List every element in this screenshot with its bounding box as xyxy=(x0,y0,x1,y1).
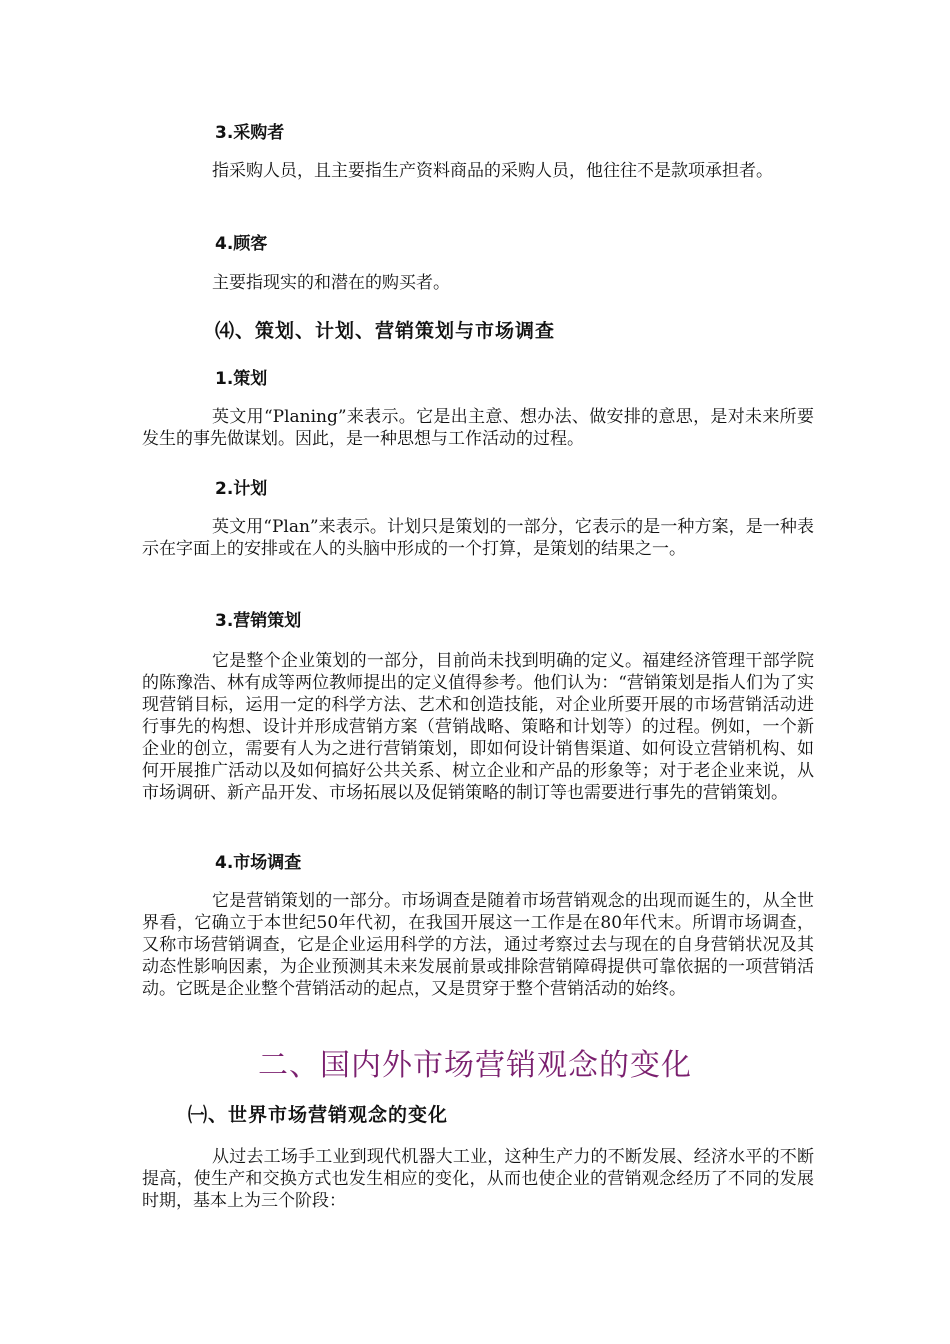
heading-customer: 4.顾客 xyxy=(215,234,268,254)
paragraph-yingxiao-cehua: 它是整个企业策划的一部分，目前尚未找到明确的定义。福建经济管理干部学院的陈豫浩、林有成等两位教师提出的定义值得参考。他们认为：“营销策划是指人们为了实现营销目标，运用一定的科学方法、艺术和创造技能，对企业所要开展的市场营销活动进行事先的构想、设计并形成营销方案（营销战略、策略和计划等）的过程。例如，一个新企业的创立，需要有人为之进行营销策划，即如何设计销售渠道、如何设立营销机构、如何开展推广活动以及如何搞好公共关系、树立企业和产品的形象等；对于老企业来说，从市场调研、新产品开发、市场拓展以及促销策略的制订等也需要进行事先的营销策划。 xyxy=(142,651,814,803)
heading-yingxiao-cehua: 3.营销策划 xyxy=(215,611,302,631)
paragraph-purchaser: 指采购人员，且主要指生产资料商品的采购人员，他往往不是款项承担者。 xyxy=(212,161,773,181)
heading-purchaser: 3.采购者 xyxy=(215,123,285,143)
heading-cehua: 1.策划 xyxy=(215,369,268,389)
heading-shichang-diaocha: 4.市场调查 xyxy=(215,853,302,873)
paragraph-jihua: 英文用“Plan”来表示。计划只是策划的一部分，它表示的是一种方案，是一种表示在字面上的安排或在人的头脑中形成的一个打算，是策划的结果之一。 xyxy=(142,517,814,559)
paragraph-customer: 主要指现实的和潜在的购买者。 xyxy=(212,273,450,293)
chapter-heading: 二、国内外市场营销观念的变化 xyxy=(258,1048,692,1083)
heading-jihua: 2.计划 xyxy=(215,479,268,499)
heading-world-marketing: ㈠、世界市场营销观念的变化 xyxy=(188,1104,449,1126)
heading-section-four: ⑷、策划、计划、营销策划与市场调查 xyxy=(215,320,556,342)
paragraph-shichang-diaocha: 它是营销策划的一部分。市场调查是随着市场营销观念的出现而诞生的，从全世界看，它确立于本世纪50年代初，在我国开展这一工作是在80年代末。所谓市场调查，又称市场营销调查，它是企业运用科学的方法，通过考察过去与现在的自身营销状况及其动态性影响因素，为企业预测其未来发展前景或排除营销障碍提供可靠依据的一项营销活动。它既是企业整个营销活动的起点，又是贯穿于整个营销活动的始终。 xyxy=(142,891,814,999)
paragraph-cehua: 英文用“Planing”来表示。它是出主意、想办法、做安排的意思，是对未来所要发生的事先做谋划。因此，是一种思想与工作活动的过程。 xyxy=(142,407,814,449)
paragraph-world-marketing: 从过去工场手工业到现代机器大工业，这种生产力的不断发展、经济水平的不断提高，使生产和交换方式也发生相应的变化，从而也使企业的营销观念经历了不同的发展时期，基本上为三个阶段： xyxy=(142,1147,814,1211)
